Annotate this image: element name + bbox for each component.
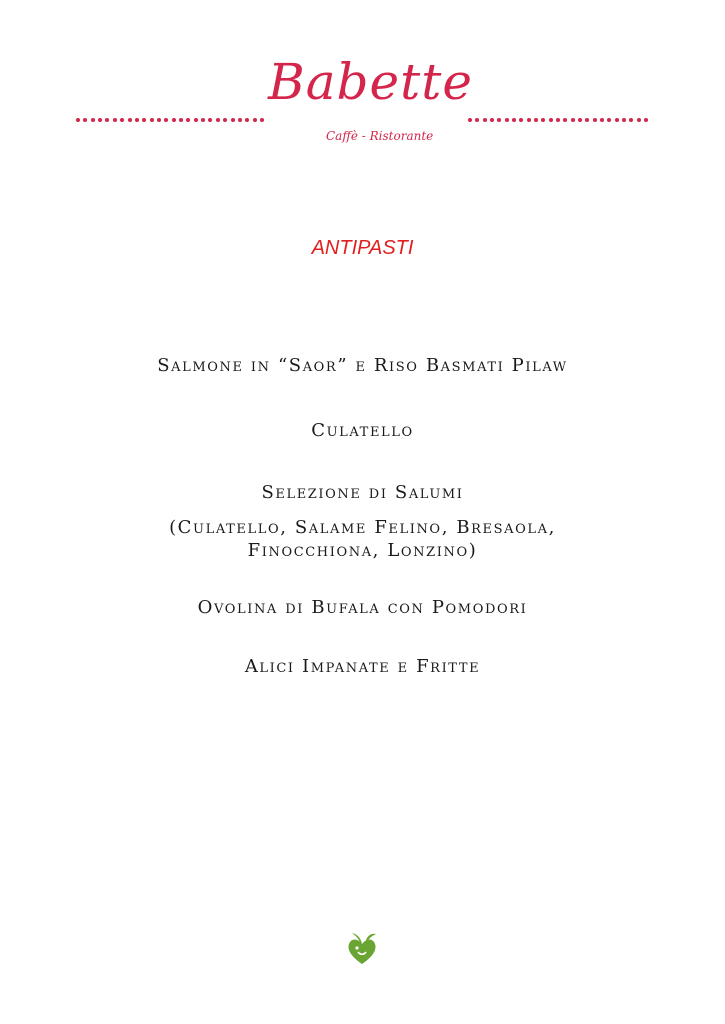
decorative-dot — [497, 118, 501, 122]
menu-item-salumi-detail-line2: Finocchiona, Lonzino) — [247, 540, 478, 561]
decorative-dot — [172, 118, 176, 122]
decorative-dot — [216, 118, 220, 122]
decorative-dots-left — [76, 118, 264, 124]
decorative-dot — [541, 118, 545, 122]
decorative-dot — [600, 118, 604, 122]
logo-tagline: Caffè - Ristorante — [326, 129, 434, 143]
decorative-dot — [238, 118, 242, 122]
decorative-dots-right — [468, 118, 648, 124]
decorative-dot — [105, 118, 109, 122]
logo-name: Babette — [268, 53, 473, 111]
decorative-dot — [607, 118, 611, 122]
decorative-dot — [164, 118, 168, 122]
decorative-dot — [157, 118, 161, 122]
decorative-dot — [483, 118, 487, 122]
decorative-dot — [201, 118, 205, 122]
decorative-dot — [512, 118, 516, 122]
decorative-dot — [490, 118, 494, 122]
decorative-dot — [223, 118, 227, 122]
decorative-dot — [231, 118, 235, 122]
decorative-dot — [83, 118, 87, 122]
decorative-dot — [644, 118, 648, 122]
decorative-dot — [253, 118, 257, 122]
decorative-dot — [593, 118, 597, 122]
restaurant-logo — [268, 53, 473, 155]
decorative-dot — [556, 118, 560, 122]
decorative-dot — [585, 118, 589, 122]
menu-item-selezione-salumi: Selezione di Salumi — [261, 482, 464, 503]
decorative-dot — [76, 118, 80, 122]
decorative-dot — [519, 118, 523, 122]
leaf-heart-icon — [344, 928, 380, 968]
menu-item-alici: Alici Impanate e Fritte — [244, 656, 481, 677]
decorative-dot — [245, 118, 249, 122]
decorative-dot — [186, 118, 190, 122]
decorative-dot — [615, 118, 619, 122]
menu-item-salumi-detail-line1: (Culatello, Salame Felino, Bresaola, — [169, 517, 556, 538]
decorative-dot — [179, 118, 183, 122]
decorative-dot — [534, 118, 538, 122]
decorative-dot — [113, 118, 117, 122]
decorative-dot — [475, 118, 479, 122]
decorative-dot — [468, 118, 472, 122]
decorative-dot — [91, 118, 95, 122]
decorative-dot — [637, 118, 641, 122]
decorative-dot — [135, 118, 139, 122]
decorative-dot — [208, 118, 212, 122]
decorative-dot — [563, 118, 567, 122]
decorative-dot — [150, 118, 154, 122]
menu-item-culatello: Culatello — [311, 420, 414, 441]
decorative-dot — [527, 118, 531, 122]
decorative-dot — [505, 118, 509, 122]
menu-item-ovolina: Ovolina di Bufala con Pomodori — [197, 597, 528, 618]
decorative-dot — [98, 118, 102, 122]
decorative-dot — [622, 118, 626, 122]
section-title: ANTIPASTI — [311, 237, 414, 259]
decorative-dot — [578, 118, 582, 122]
decorative-dot — [128, 118, 132, 122]
decorative-dot — [629, 118, 633, 122]
decorative-dot — [260, 118, 264, 122]
decorative-dot — [194, 118, 198, 122]
decorative-dot — [120, 118, 124, 122]
decorative-dot — [549, 118, 553, 122]
decorative-dot — [142, 118, 146, 122]
restaurant-header — [0, 55, 725, 165]
menu-item-salmone: Salmone in “Saor” e Riso Basmati Pilaw — [157, 355, 568, 376]
decorative-dot — [571, 118, 575, 122]
